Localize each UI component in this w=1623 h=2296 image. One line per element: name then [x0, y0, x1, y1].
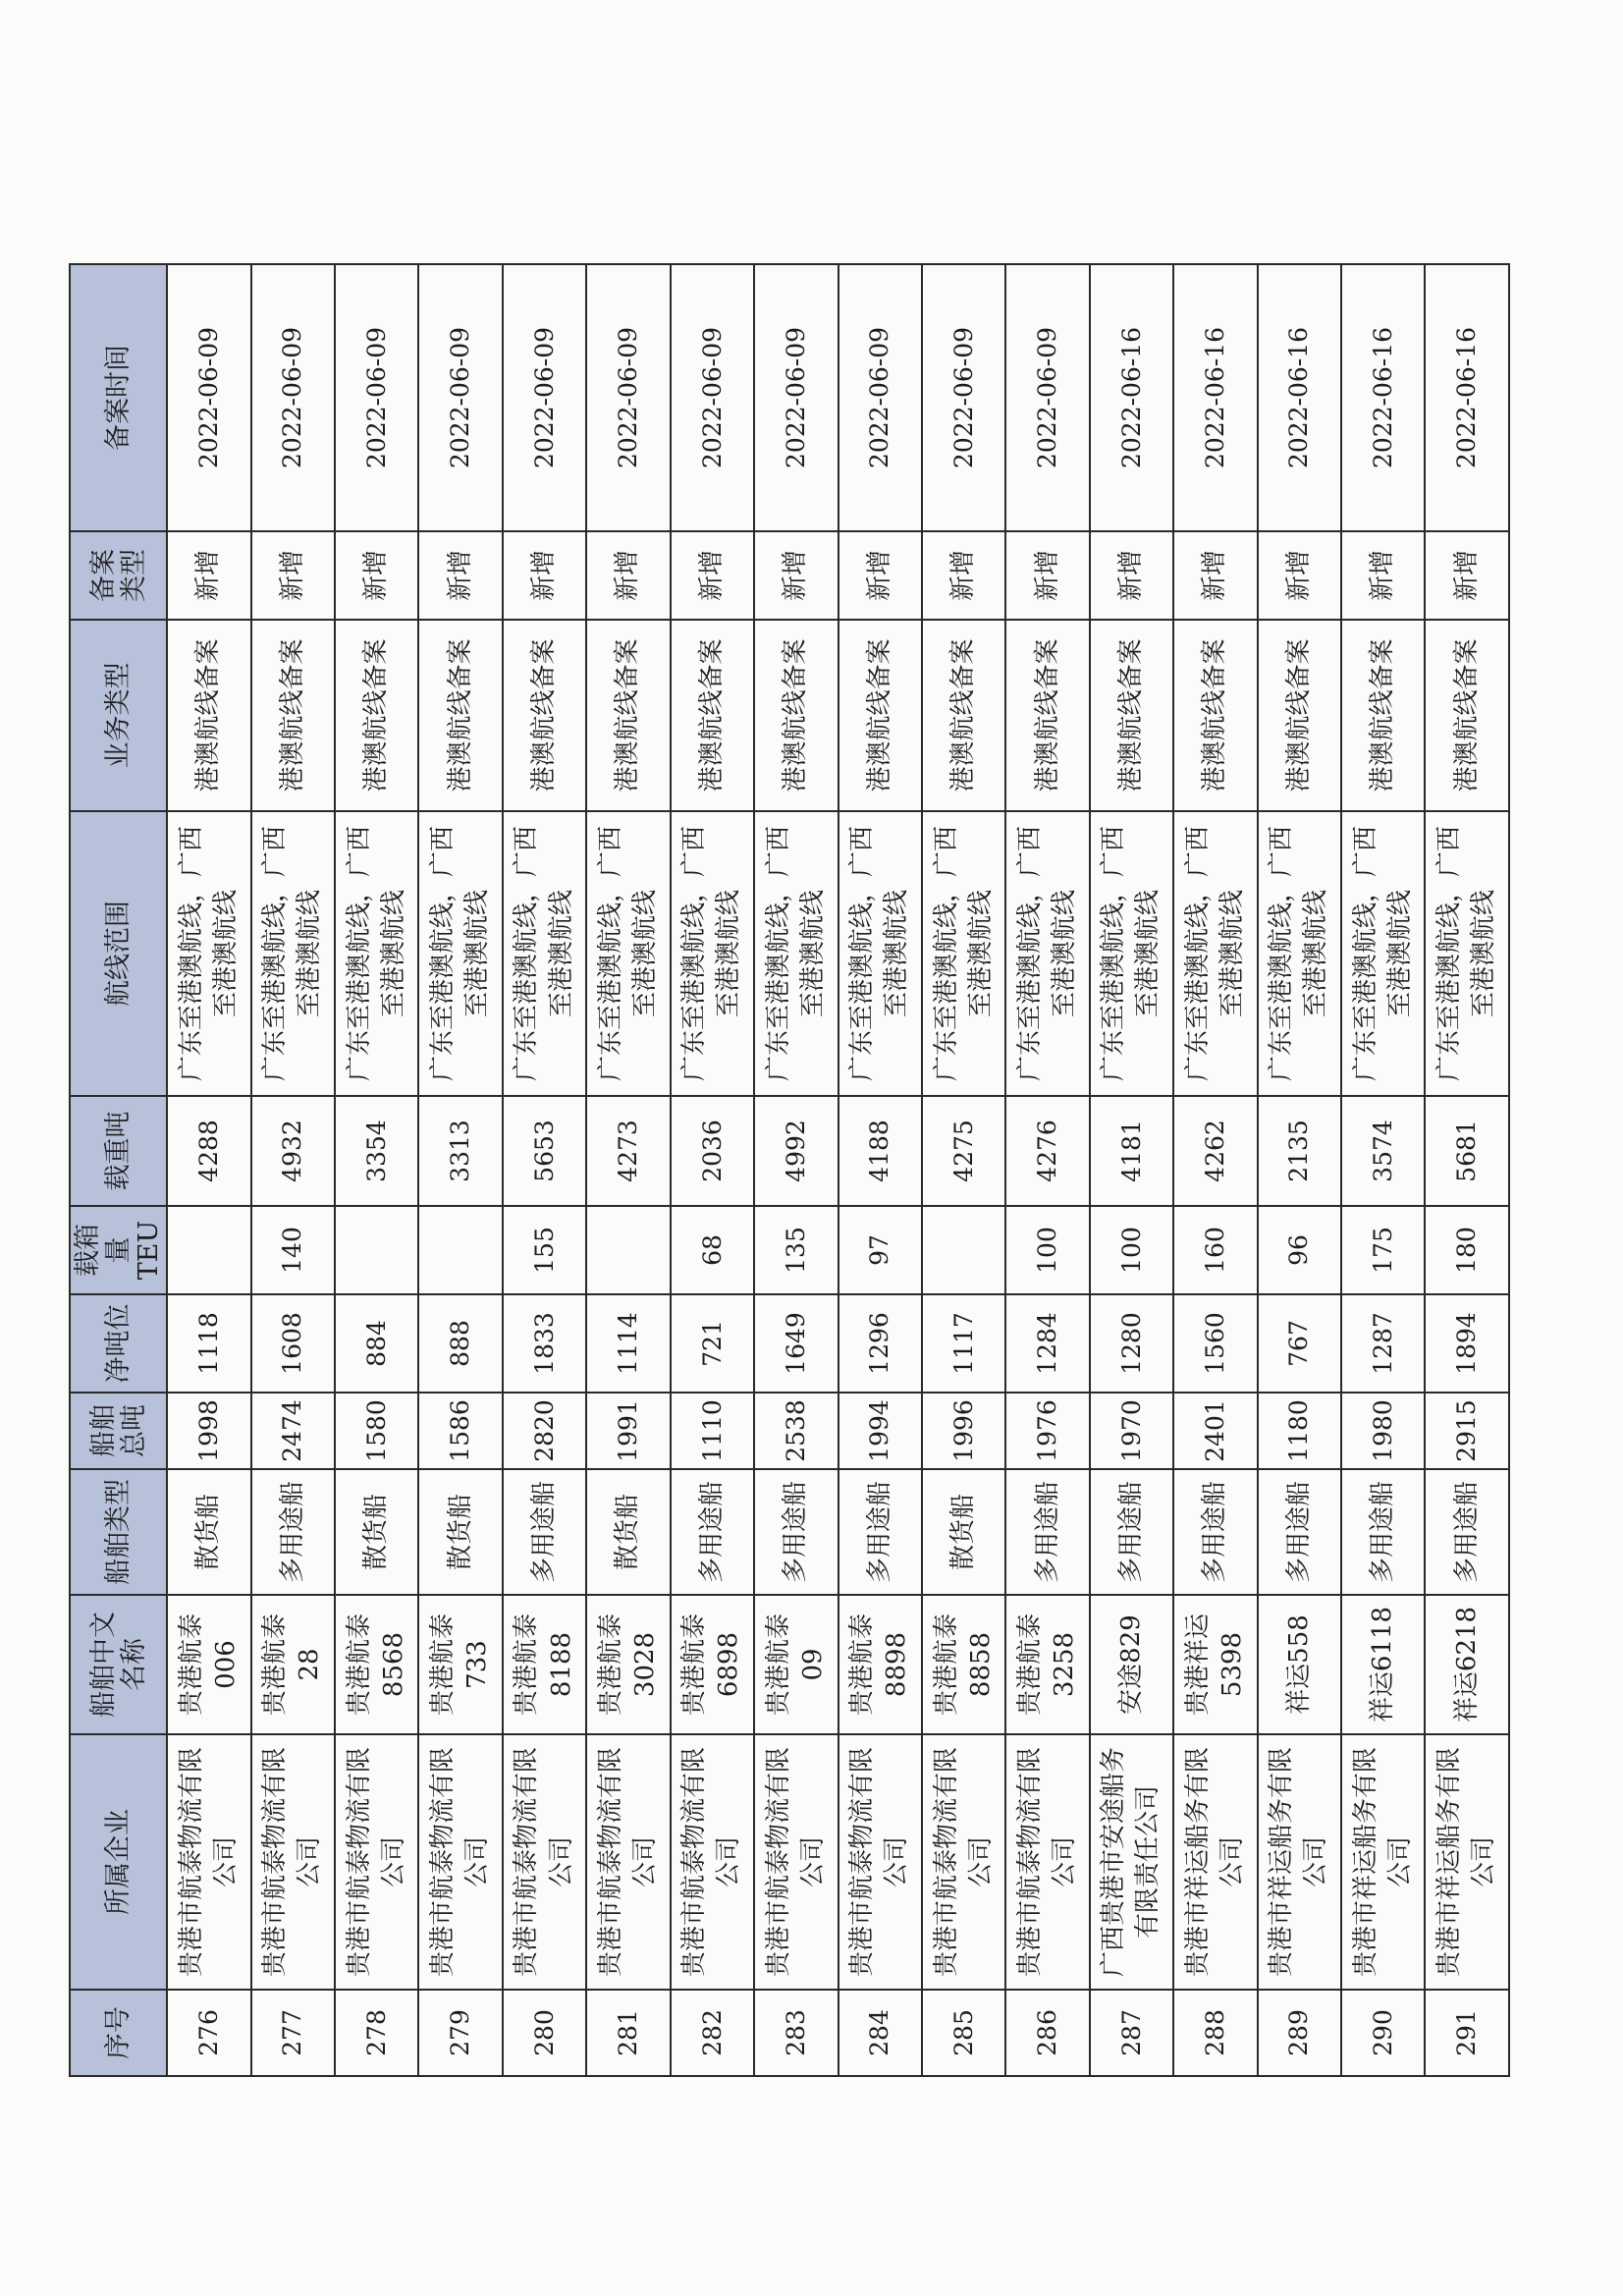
- cell-gross-tonnage: 2474: [251, 1393, 335, 1469]
- cell-net-tonnage: 1280: [1090, 1294, 1173, 1393]
- cell-ship-name: 贵港航泰09: [754, 1595, 838, 1734]
- cell-filing-type: 新增: [1173, 531, 1257, 620]
- cell-company: 贵港市航泰物流有限公司: [922, 1734, 1005, 1990]
- cell-teu: 160: [1173, 1206, 1257, 1294]
- header-net-tonnage: 净吨位: [70, 1294, 167, 1393]
- cell-teu: 97: [839, 1206, 922, 1294]
- cell-deadweight: 3574: [1341, 1096, 1425, 1206]
- cell-seq: 290: [1341, 1990, 1425, 2076]
- cell-business-type: 港澳航线备案: [1005, 620, 1089, 811]
- cell-company: 贵港市航泰物流有限公司: [167, 1734, 250, 1990]
- header-ship-type: 船舶类型: [70, 1469, 167, 1595]
- cell-filing-type: 新增: [754, 531, 838, 620]
- cell-gross-tonnage: 1976: [1005, 1393, 1089, 1469]
- cell-net-tonnage: 1894: [1425, 1294, 1509, 1393]
- header-ship-name: 船舶中文名称: [70, 1595, 167, 1734]
- cell-net-tonnage: 1284: [1005, 1294, 1089, 1393]
- cell-deadweight: 2036: [671, 1096, 754, 1206]
- cell-filing-date: 2022-06-16: [1173, 264, 1257, 531]
- cell-ship-type: 多用途船: [1258, 1469, 1341, 1595]
- cell-teu: [586, 1206, 670, 1294]
- cell-filing-date: 2022-06-09: [418, 264, 502, 531]
- cell-company: 贵港市航泰物流有限公司: [839, 1734, 922, 1990]
- cell-deadweight: 4262: [1173, 1096, 1257, 1206]
- cell-deadweight: 4932: [251, 1096, 335, 1206]
- cell-net-tonnage: 888: [418, 1294, 502, 1393]
- cell-route-scope: 广东至港澳航线，广西至港澳航线: [586, 811, 670, 1096]
- cell-net-tonnage: 1117: [922, 1294, 1005, 1393]
- cell-ship-type: 多用途船: [839, 1469, 922, 1595]
- cell-ship-name: 贵港航泰8858: [922, 1595, 1005, 1734]
- table-row: [754, 264, 838, 2076]
- cell-gross-tonnage: 1991: [586, 1393, 670, 1469]
- cell-deadweight: 5681: [1425, 1096, 1509, 1206]
- cell-filing-type: 新增: [335, 531, 418, 620]
- cell-seq: 280: [503, 1990, 586, 2076]
- cell-teu: 100: [1090, 1206, 1173, 1294]
- cell-net-tonnage: 1608: [251, 1294, 335, 1393]
- cell-filing-type: 新增: [586, 531, 670, 620]
- table-row: [503, 264, 586, 2076]
- cell-seq: 284: [839, 1990, 922, 2076]
- cell-ship-type: 多用途船: [671, 1469, 754, 1595]
- cell-deadweight: 4181: [1090, 1096, 1173, 1206]
- cell-gross-tonnage: 1994: [839, 1393, 922, 1469]
- cell-route-scope: 广东至港澳航线，广西至港澳航线: [1258, 811, 1341, 1096]
- cell-ship-name: 贵港航泰6898: [671, 1595, 754, 1734]
- cell-filing-date: 2022-06-09: [335, 264, 418, 531]
- cell-filing-type: 新增: [1341, 531, 1425, 620]
- cell-route-scope: 广东至港澳航线，广西至港澳航线: [1341, 811, 1425, 1096]
- cell-ship-type: 多用途船: [1341, 1469, 1425, 1595]
- cell-company: 贵港市航泰物流有限公司: [335, 1734, 418, 1990]
- cell-filing-date: 2022-06-09: [251, 264, 335, 531]
- cell-ship-name: 贵港航泰733: [418, 1595, 502, 1734]
- cell-deadweight: 4273: [586, 1096, 670, 1206]
- cell-company: 贵港市航泰物流有限公司: [418, 1734, 502, 1990]
- cell-deadweight: 4992: [754, 1096, 838, 1206]
- cell-teu: [335, 1206, 418, 1294]
- cell-net-tonnage: 1833: [503, 1294, 586, 1393]
- cell-net-tonnage: 1649: [754, 1294, 838, 1393]
- table-row: [1090, 264, 1173, 2076]
- cell-route-scope: 广东至港澳航线，广西至港澳航线: [1090, 811, 1173, 1096]
- header-company: 所属企业: [70, 1734, 167, 1990]
- cell-ship-name: 祥运558: [1258, 1595, 1341, 1734]
- table-row: [335, 264, 418, 2076]
- cell-route-scope: 广东至港澳航线，广西至港澳航线: [418, 811, 502, 1096]
- header-route-scope: 航线范围: [70, 811, 167, 1096]
- cell-teu: 140: [251, 1206, 335, 1294]
- header-business-type: 业务类型: [70, 620, 167, 811]
- cell-seq: 288: [1173, 1990, 1257, 2076]
- cell-teu: 180: [1425, 1206, 1509, 1294]
- cell-business-type: 港澳航线备案: [1090, 620, 1173, 811]
- cell-filing-type: 新增: [1005, 531, 1089, 620]
- cell-seq: 277: [251, 1990, 335, 2076]
- cell-ship-type: 散货船: [922, 1469, 1005, 1595]
- cell-filing-date: 2022-06-09: [167, 264, 250, 531]
- table-row: [418, 264, 502, 2076]
- cell-company: 贵港市航泰物流有限公司: [671, 1734, 754, 1990]
- cell-gross-tonnage: 1980: [1341, 1393, 1425, 1469]
- cell-gross-tonnage: 2820: [503, 1393, 586, 1469]
- cell-filing-type: 新增: [1258, 531, 1341, 620]
- cell-ship-type: 多用途船: [1005, 1469, 1089, 1595]
- cell-seq: 289: [1258, 1990, 1341, 2076]
- cell-route-scope: 广东至港澳航线，广西至港澳航线: [922, 811, 1005, 1096]
- cell-business-type: 港澳航线备案: [671, 620, 754, 811]
- header-filing-date: 备案时间: [70, 264, 167, 531]
- cell-teu: [922, 1206, 1005, 1294]
- rotated-table-wrapper: [69, 265, 1510, 2077]
- cell-seq: 287: [1090, 1990, 1173, 2076]
- cell-gross-tonnage: 1110: [671, 1393, 754, 1469]
- cell-seq: 286: [1005, 1990, 1089, 2076]
- cell-filing-type: 新增: [1425, 531, 1509, 620]
- header-teu: 载箱量TEU: [70, 1206, 167, 1294]
- cell-route-scope: 广东至港澳航线，广西至港澳航线: [167, 811, 250, 1096]
- cell-deadweight: 5653: [503, 1096, 586, 1206]
- cell-filing-date: 2022-06-16: [1425, 264, 1509, 531]
- cell-business-type: 港澳航线备案: [1425, 620, 1509, 811]
- cell-ship-name: 贵港航泰006: [167, 1595, 250, 1734]
- cell-ship-name: 贵港航泰3028: [586, 1595, 670, 1734]
- cell-ship-name: 安途829: [1090, 1595, 1173, 1734]
- cell-company: 贵港市航泰物流有限公司: [503, 1734, 586, 1990]
- cell-filing-date: 2022-06-09: [1005, 264, 1089, 531]
- cell-gross-tonnage: 1580: [335, 1393, 418, 1469]
- cell-seq: 291: [1425, 1990, 1509, 2076]
- cell-teu: 155: [503, 1206, 586, 1294]
- cell-ship-name: 祥运6218: [1425, 1595, 1509, 1734]
- cell-ship-type: 散货船: [335, 1469, 418, 1595]
- cell-ship-name: 祥运6118: [1341, 1595, 1425, 1734]
- cell-net-tonnage: 721: [671, 1294, 754, 1393]
- cell-ship-type: 多用途船: [1090, 1469, 1173, 1595]
- cell-company: 贵港市航泰物流有限公司: [1005, 1734, 1089, 1990]
- cell-ship-name: 贵港航泰8898: [839, 1595, 922, 1734]
- cell-deadweight: 3354: [335, 1096, 418, 1206]
- table-row: [167, 264, 250, 2076]
- cell-seq: 285: [922, 1990, 1005, 2076]
- cell-gross-tonnage: 1180: [1258, 1393, 1341, 1469]
- cell-gross-tonnage: 2401: [1173, 1393, 1257, 1469]
- cell-filing-type: 新增: [251, 531, 335, 620]
- cell-net-tonnage: 1114: [586, 1294, 670, 1393]
- cell-company: 贵港市祥运船务有限公司: [1173, 1734, 1257, 1990]
- cell-deadweight: 2135: [1258, 1096, 1341, 1206]
- cell-business-type: 港澳航线备案: [418, 620, 502, 811]
- cell-filing-date: 2022-06-16: [1341, 264, 1425, 531]
- cell-ship-type: 多用途船: [251, 1469, 335, 1595]
- cell-deadweight: 4288: [167, 1096, 250, 1206]
- cell-route-scope: 广东至港澳航线，广西至港澳航线: [671, 811, 754, 1096]
- cell-teu: 68: [671, 1206, 754, 1294]
- cell-filing-type: 新增: [167, 531, 250, 620]
- cell-filing-date: 2022-06-09: [503, 264, 586, 531]
- cell-ship-name: 贵港航泰3258: [1005, 1595, 1089, 1734]
- cell-business-type: 港澳航线备案: [1258, 620, 1341, 811]
- cell-filing-date: 2022-06-09: [754, 264, 838, 531]
- cell-route-scope: 广东至港澳航线，广西至港澳航线: [335, 811, 418, 1096]
- header-seq: 序号: [70, 1990, 167, 2076]
- cell-ship-type: 多用途船: [754, 1469, 838, 1595]
- table-row: [1258, 264, 1341, 2076]
- cell-seq: 279: [418, 1990, 502, 2076]
- cell-gross-tonnage: 1586: [418, 1393, 502, 1469]
- cell-filing-type: 新增: [922, 531, 1005, 620]
- table-row: [1341, 264, 1425, 2076]
- ship-registry-table: [69, 263, 1510, 2077]
- cell-net-tonnage: 767: [1258, 1294, 1341, 1393]
- table-row: [922, 264, 1005, 2076]
- cell-gross-tonnage: 1996: [922, 1393, 1005, 1469]
- cell-ship-name: 贵港航泰28: [251, 1595, 335, 1734]
- cell-teu: [418, 1206, 502, 1294]
- cell-filing-type: 新增: [671, 531, 754, 620]
- cell-deadweight: 4275: [922, 1096, 1005, 1206]
- cell-teu: 100: [1005, 1206, 1089, 1294]
- table-row: [1173, 264, 1257, 2076]
- cell-ship-type: 散货船: [167, 1469, 250, 1595]
- cell-teu: [167, 1206, 250, 1294]
- cell-teu: 96: [1258, 1206, 1341, 1294]
- cell-ship-name: 贵港航泰8568: [335, 1595, 418, 1734]
- cell-ship-name: 贵港航泰8188: [503, 1595, 586, 1734]
- cell-ship-type: 多用途船: [503, 1469, 586, 1595]
- cell-seq: 281: [586, 1990, 670, 2076]
- table-row: [586, 264, 670, 2076]
- cell-business-type: 港澳航线备案: [251, 620, 335, 811]
- cell-teu: 135: [754, 1206, 838, 1294]
- cell-filing-date: 2022-06-09: [586, 264, 670, 531]
- cell-filing-date: 2022-06-09: [922, 264, 1005, 531]
- cell-ship-type: 散货船: [586, 1469, 670, 1595]
- cell-company: 贵港市祥运船务有限公司: [1341, 1734, 1425, 1990]
- table-row: [839, 264, 922, 2076]
- cell-ship-type: 多用途船: [1173, 1469, 1257, 1595]
- cell-business-type: 港澳航线备案: [1173, 620, 1257, 811]
- cell-route-scope: 广东至港澳航线，广西至港澳航线: [1005, 811, 1089, 1096]
- cell-route-scope: 广东至港澳航线，广西至港澳航线: [754, 811, 838, 1096]
- cell-company: 贵港市航泰物流有限公司: [754, 1734, 838, 1990]
- cell-route-scope: 广东至港澳航线，广西至港澳航线: [1425, 811, 1509, 1096]
- cell-company: 贵港市航泰物流有限公司: [586, 1734, 670, 1990]
- cell-filing-date: 2022-06-09: [839, 264, 922, 531]
- cell-deadweight: 4188: [839, 1096, 922, 1206]
- cell-route-scope: 广东至港澳航线，广西至港澳航线: [839, 811, 922, 1096]
- header-deadweight: 载重吨: [70, 1096, 167, 1206]
- cell-filing-type: 新增: [1090, 531, 1173, 620]
- cell-route-scope: 广东至港澳航线，广西至港澳航线: [503, 811, 586, 1096]
- cell-business-type: 港澳航线备案: [1341, 620, 1425, 811]
- header-filing-type: 备案类型: [70, 531, 167, 620]
- cell-ship-type: 多用途船: [1425, 1469, 1509, 1595]
- cell-net-tonnage: 1560: [1173, 1294, 1257, 1393]
- cell-seq: 283: [754, 1990, 838, 2076]
- cell-filing-date: 2022-06-09: [671, 264, 754, 531]
- cell-net-tonnage: 1287: [1341, 1294, 1425, 1393]
- cell-business-type: 港澳航线备案: [335, 620, 418, 811]
- cell-filing-type: 新增: [418, 531, 502, 620]
- cell-gross-tonnage: 2915: [1425, 1393, 1509, 1469]
- table-row: [671, 264, 754, 2076]
- cell-deadweight: 3313: [418, 1096, 502, 1206]
- cell-deadweight: 4276: [1005, 1096, 1089, 1206]
- cell-business-type: 港澳航线备案: [839, 620, 922, 811]
- cell-route-scope: 广东至港澳航线，广西至港澳航线: [1173, 811, 1257, 1096]
- cell-ship-type: 散货船: [418, 1469, 502, 1595]
- cell-net-tonnage: 884: [335, 1294, 418, 1393]
- cell-teu: 175: [1341, 1206, 1425, 1294]
- cell-filing-type: 新增: [503, 531, 586, 620]
- table-header-row: [70, 264, 167, 2076]
- cell-business-type: 港澳航线备案: [586, 620, 670, 811]
- cell-net-tonnage: 1296: [839, 1294, 922, 1393]
- cell-gross-tonnage: 1998: [167, 1393, 250, 1469]
- table-row: [1005, 264, 1089, 2076]
- cell-company: 贵港市祥运船务有限公司: [1258, 1734, 1341, 1990]
- cell-business-type: 港澳航线备案: [167, 620, 250, 811]
- cell-business-type: 港澳航线备案: [754, 620, 838, 811]
- cell-company: 贵港市祥运船务有限公司: [1425, 1734, 1509, 1990]
- table-row: [251, 264, 335, 2076]
- cell-company: 广西贵港市安途船务有限责任公司: [1090, 1734, 1173, 1990]
- cell-gross-tonnage: 2538: [754, 1393, 838, 1469]
- cell-route-scope: 广东至港澳航线，广西至港澳航线: [251, 811, 335, 1096]
- cell-gross-tonnage: 1970: [1090, 1393, 1173, 1469]
- cell-filing-date: 2022-06-16: [1090, 264, 1173, 531]
- cell-company: 贵港市航泰物流有限公司: [251, 1734, 335, 1990]
- cell-seq: 282: [671, 1990, 754, 2076]
- cell-net-tonnage: 1118: [167, 1294, 250, 1393]
- cell-seq: 278: [335, 1990, 418, 2076]
- cell-ship-name: 贵港祥运5398: [1173, 1595, 1257, 1734]
- cell-filing-type: 新增: [839, 531, 922, 620]
- cell-seq: 276: [167, 1990, 250, 2076]
- cell-business-type: 港澳航线备案: [922, 620, 1005, 811]
- table-row: [1425, 264, 1509, 2076]
- cell-business-type: 港澳航线备案: [503, 620, 586, 811]
- header-gross-tonnage: 船舶总吨: [70, 1393, 167, 1469]
- cell-filing-date: 2022-06-16: [1258, 264, 1341, 531]
